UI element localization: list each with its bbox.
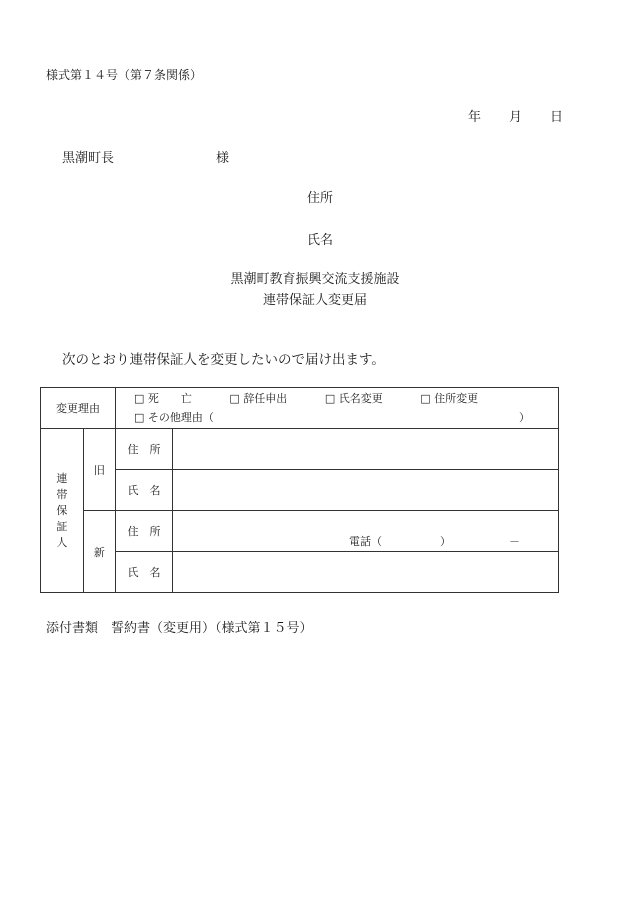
form-number: 様式第１４号（第７条関係） [46,68,203,82]
reason-option-name-change[interactable]: □ 氏名変更 [324,392,383,405]
date-year-label: 年 [468,110,482,125]
old-name-row [41,470,559,511]
reason-row [41,388,559,429]
phone-label: 電話（ [349,535,382,548]
reason-option-resignation[interactable]: □ 辞任申出 [229,392,288,405]
phone-close: ） [440,535,451,548]
honorific: 様 [216,151,230,166]
document-title-line1: 黒潮町教育振興交流支援施設 [230,272,400,287]
new-label: 新 [83,511,115,593]
new-address-row [41,511,559,552]
old-name-label: 氏 名 [116,470,173,511]
date-month-label: 月 [509,110,523,125]
other-reason-label: その他理由（ [147,411,214,424]
old-name-field[interactable] [173,470,559,511]
reason-options [116,388,559,429]
checkbox-icon[interactable]: □ [134,411,145,424]
checkbox-icon[interactable]: □ [324,392,336,405]
date-day-label: 日 [550,110,564,125]
old-address-field[interactable] [173,429,559,470]
applicant-address-label: 住所 [307,191,334,206]
new-name-row [41,552,559,593]
addressee-line [62,147,229,166]
applicant-name-label: 氏名 [307,233,334,248]
reason-label: 変更理由 [41,388,116,429]
old-address-label: 住 所 [116,429,173,470]
reason-option-death[interactable]: □ 死 亡 [134,392,192,405]
new-address-label: 住 所 [116,511,173,552]
old-address-row [41,429,559,470]
phone-field[interactable] [349,533,520,549]
reason-option-address-change[interactable]: □ 住所変更 [420,392,479,405]
statement: 次のとおり連帯保証人を変更したいので届け出ます。 [62,352,385,368]
addressee: 黒潮町長 [62,151,115,166]
guarantor-label: 連 帯 保 証 人 [41,429,84,593]
date-line [468,106,563,125]
new-name-label: 氏 名 [116,552,173,593]
checkbox-icon[interactable]: □ [229,392,240,405]
phone-dash: － [509,535,520,548]
guarantor-change-table [40,387,559,593]
other-reason-close: ） [519,411,530,424]
new-address-field[interactable] [173,511,559,552]
reason-option-other[interactable] [134,408,558,427]
checkbox-icon[interactable]: □ [420,392,431,405]
new-name-field[interactable] [173,552,559,593]
attachment-note: 添付書類 誓約書（変更用）（様式第１５号） [46,621,313,636]
old-label: 旧 [83,429,115,511]
checkbox-icon[interactable]: □ [134,392,145,405]
document-title-line2: 連帯保証人変更届 [262,293,367,308]
